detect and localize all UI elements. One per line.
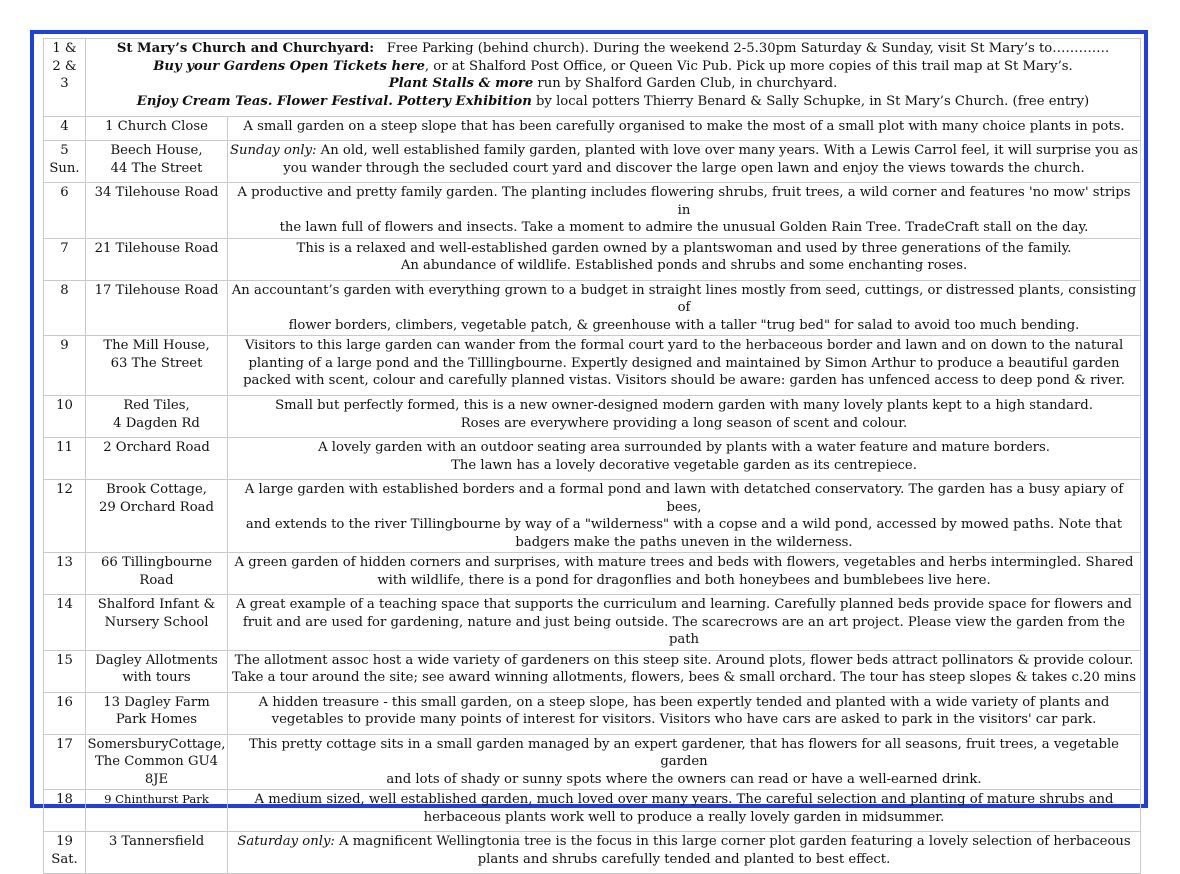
garden-name-line: 66 Tillingbourne [100, 555, 213, 570]
garden-name-line: The Mill House, [103, 338, 210, 353]
garden-number: 4 [60, 119, 69, 134]
garden-name-cell [86, 790, 228, 832]
garden-number-cell [44, 790, 86, 832]
garden-row [44, 692, 1141, 734]
church-info: Free Parking (behind church). During the weekend 2-5.30pm Saturday & Sunday, visit St Mary’s to…………. [386, 41, 1110, 56]
garden-name-cell [86, 692, 228, 734]
description-line: Small but perfectly formed, this is a new owner-designed modern garden with many lovely plants kept to a high standard. [275, 398, 1093, 413]
description-line: An accountant’s garden with everything grown to a budget in straight lines mostly from seed, cuttings, or distressed plants, consisting of [231, 282, 1137, 315]
garden-name-line: 21 Tilehouse Road [94, 240, 219, 256]
description-line: and extends to the river Tillingbourne by way of a "wilderness" with a copse and a wild pond, accessed by mowed paths. Note that [245, 517, 1123, 532]
garden-name-line: Brook Cottage, [106, 482, 207, 497]
description-line: packed with scent, colour and carefully planned vistas. Visitors should be aware: garden has unfenced access to deep pond & river. [243, 373, 1125, 388]
garden-name-line: 17 Tilehouse Road [94, 282, 219, 298]
tickets-info: , or at Shalford Post Office, or Queen Vic Pub. Pick up more copies of this trail map at St Mary’s. [424, 58, 1073, 74]
garden-row [44, 832, 1141, 874]
garden-description-cell [228, 141, 1141, 183]
garden-description-cell [228, 553, 1141, 595]
description-line: A green garden of hidden corners and surprises, with mature trees and beds with flowers, vegetables and herbs intermingled. Shared [234, 555, 1134, 570]
garden-name-cell [86, 595, 228, 651]
garden-description-cell [228, 480, 1141, 553]
description-line: A medium sized, well established garden, much loved over many years. The careful selection and planting of mature shrubs and [254, 792, 1114, 807]
header-number-line: 1 & [52, 41, 77, 56]
garden-name-line: Shalford Infant & [97, 597, 216, 612]
description-text: A magnificent Wellingtonia tree is the focus in this large corner plot garden featuring a lovely selection of herbaceous [334, 834, 1131, 849]
garden-row [44, 117, 1141, 141]
garden-row [44, 595, 1141, 651]
availability-note: Sunday only: [229, 143, 317, 158]
garden-row [44, 183, 1141, 239]
garden-address-line: Road [139, 572, 174, 588]
garden-number: 5 [60, 143, 69, 158]
events-info: by local potters Thierry Benard & Sally Schupke, in St Mary’s Church. (free entry) [531, 93, 1090, 109]
garden-description-cell [228, 438, 1141, 480]
description-line: Take a tour around the site; see award winning allotments, flowers, bees & small orchard. The tour has steep slopes & takes c.20 mins [231, 670, 1137, 685]
garden-name-line: Red Tiles, [123, 398, 190, 413]
garden-name-cell [86, 117, 228, 141]
garden-name-cell [86, 396, 228, 438]
garden-number: 18 [56, 792, 73, 807]
garden-name-cell [86, 650, 228, 692]
description-line: A hidden treasure - this small garden, on a steep slope, has been expertly tended and planted with a wide variety of plants and [258, 694, 1110, 710]
garden-row [44, 553, 1141, 595]
garden-number-cell [44, 595, 86, 651]
garden-number-cell [44, 480, 86, 553]
garden-number-cell [44, 553, 86, 595]
garden-trail-table [43, 38, 1141, 874]
description-line: Roses are everywhere providing a long season of scent and colour. [460, 415, 908, 431]
garden-number: 13 [56, 555, 73, 570]
garden-number-cell [44, 438, 86, 480]
description-line: This pretty cottage sits in a small garden managed by an expert gardener, that has flowers for all seasons, fruit trees, a vegetable garden [249, 736, 1119, 769]
garden-number-cell [44, 734, 86, 790]
garden-number-cell [44, 238, 86, 280]
garden-name-line: 9 Chinthurst Park [104, 792, 209, 806]
garden-number: 9 [60, 338, 69, 353]
header-number-line: 2 & [52, 58, 77, 74]
garden-description-cell [228, 734, 1141, 790]
header-line-1 [87, 40, 1139, 58]
garden-row [44, 438, 1141, 480]
garden-description-cell [228, 117, 1141, 141]
plant-stalls-highlight: Plant Stalls & more [388, 76, 534, 91]
garden-number: 19 [56, 834, 73, 849]
garden-number-cell [44, 117, 86, 141]
garden-number-cell [44, 832, 86, 874]
garden-number: 6 [60, 185, 69, 200]
garden-number: 11 [56, 440, 73, 455]
availability-note: Saturday only: [237, 834, 335, 849]
garden-number-cell [44, 183, 86, 239]
garden-description-cell [228, 280, 1141, 336]
description-line: you wander through the secluded court yard and discover the large open lawn and enjoy the views towards the church. [283, 160, 1085, 176]
garden-name-cell [86, 832, 228, 874]
description-line: and lots of shady or sunny spots where the owners can read or have a well-earned drink. [386, 771, 982, 787]
header-description-cell [86, 39, 1141, 117]
description-line: A great example of a teaching space that supports the curriculum and learning. Carefully planned beds provide space for flowers and [236, 597, 1132, 612]
garden-description-cell [228, 336, 1141, 396]
description-line: plants and shrubs carefully tended and planted to best effect. [477, 851, 891, 867]
garden-address-line: Nursery School [104, 614, 209, 630]
garden-number-cell [44, 336, 86, 396]
garden-row [44, 280, 1141, 336]
garden-description-cell [228, 238, 1141, 280]
garden-name-line: 34 Tilehouse Road [94, 185, 219, 200]
header-line-3 [87, 75, 1139, 93]
description-line: fruit and are used for gardening, nature and just being outside. The scarecrows are an art project. Please view the garden from the path [242, 614, 1126, 647]
description-line: The allotment assoc host a wide variety of gardeners on this steep site. Around plots, flower beds attract pollinators & provide colour. [234, 652, 1134, 668]
description-line: This is a relaxed and well-established garden owned by a plantswoman and used by three generations of the family. [296, 240, 1072, 256]
garden-description-cell [228, 595, 1141, 651]
garden-number-cell [44, 692, 86, 734]
garden-row [44, 336, 1141, 396]
garden-name-line: 1 Church Close [105, 119, 208, 134]
plant-stalls-info: run by Shalford Garden Club, in churchyard. [533, 76, 838, 91]
description-line: with wildlife, there is a pond for dragonflies and both honeybees and bumblebees live here. [377, 572, 991, 588]
garden-name-cell [86, 141, 228, 183]
garden-name-line: 2 Orchard Road [103, 440, 210, 455]
garden-name-line: 3 Tannersfield [108, 834, 205, 849]
garden-name-line: SomersburyCottage, [87, 736, 226, 752]
garden-row [44, 790, 1141, 832]
garden-name-cell [86, 336, 228, 396]
garden-address-line: 29 Orchard Road [99, 499, 214, 515]
garden-number: 7 [60, 240, 69, 256]
garden-day: Sat. [51, 851, 78, 867]
description-line: vegetables to provide many points of interest for visitors. Visitors who have cars are asked to park in the visitors' car park. [271, 712, 1097, 727]
garden-name-cell [86, 480, 228, 553]
garden-address-line: The Common GU4 8JE [95, 754, 218, 787]
header-line-2 [87, 58, 1139, 76]
garden-address-line: with tours [122, 670, 191, 685]
garden-name-cell [86, 280, 228, 336]
garden-name-cell [86, 238, 228, 280]
garden-number: 12 [56, 482, 73, 497]
description-line: Visitors to this large garden can wander from the formal court yard to the herbaceous border and lawn and on down to the natural [244, 338, 1124, 353]
garden-name-cell [86, 183, 228, 239]
description-line: herbaceous plants work well to produce a really lovely garden in midsummer. [423, 809, 945, 825]
garden-row [44, 734, 1141, 790]
garden-name-cell [86, 553, 228, 595]
garden-row [44, 396, 1141, 438]
description-line: flower borders, climbers, vegetable patch, & greenhouse with a taller "trug bed" for salad to avoid too much bending. [288, 317, 1080, 333]
description-line: A productive and pretty family garden. The planting includes flowering shrubs, fruit trees, a wild corner and features 'no mow' strips in [237, 185, 1131, 218]
header-row [44, 39, 1141, 117]
description-line: The lawn has a lovely decorative vegetable garden as its centrepiece. [451, 457, 917, 473]
garden-name-line: 13 Dagley Farm [103, 694, 210, 710]
garden-row [44, 480, 1141, 553]
garden-description-cell [228, 692, 1141, 734]
garden-number: 16 [56, 694, 73, 710]
garden-row [44, 650, 1141, 692]
garden-row [44, 141, 1141, 183]
garden-number: 15 [56, 652, 73, 668]
description-line: A large garden with established borders and a formal pond and lawn with detatched conservatory. The garden has a busy apiary of bees, [244, 482, 1124, 515]
description-line: the lawn full of flowers and insects. Take a moment to admire the unusual Golden Rain Tree. TradeCraft stall on the day. [279, 220, 1089, 235]
description-line: A lovely garden with an outdoor seating area surrounded by plants with a water feature and mature borders. [318, 440, 1050, 455]
garden-description-cell [228, 396, 1141, 438]
description-line: An abundance of wildlife. Established ponds and shrubs and some enchanting roses. [400, 258, 968, 273]
garden-address-line: 63 The Street [110, 355, 203, 371]
header-number-line: 3 [60, 76, 69, 91]
garden-description-cell [228, 790, 1141, 832]
description-text: An old, well established family garden, planted with love over many years. With a Lewis Carrol feel, it will surprise you as [316, 143, 1139, 158]
events-highlight: Enjoy Cream Teas. Flower Festival. Pottery Exhibition [136, 93, 532, 109]
garden-number: 8 [60, 282, 69, 298]
header-number-cell [44, 39, 86, 117]
garden-name-line: Dagley Allotments [95, 652, 218, 668]
description-line: planting of a large pond and the Tilllingbourne. Expertly designed and maintained by Simon Arthur to produce a beautiful garden [248, 355, 1120, 371]
garden-name-line: Beech House, [110, 143, 203, 158]
garden-name-cell [86, 438, 228, 480]
garden-day: Sun. [49, 160, 80, 176]
garden-description-cell [228, 650, 1141, 692]
garden-number-cell [44, 650, 86, 692]
description-line: badgers make the paths uneven in the wilderness. [515, 534, 853, 550]
church-title: St Mary’s Church and Churchyard: [116, 41, 375, 56]
garden-address-line: 44 The Street [110, 160, 203, 176]
garden-number: 17 [56, 736, 73, 752]
description-line [229, 142, 1139, 160]
garden-address-line: Park Homes [115, 712, 198, 727]
garden-number-cell [44, 141, 86, 183]
description-line: A small garden on a steep slope that has been carefully organised to make the most of a small plot with many choice plants in pots. [243, 119, 1125, 134]
garden-name-cell [86, 734, 228, 790]
garden-number: 14 [56, 597, 73, 612]
garden-number-cell [44, 396, 86, 438]
garden-row [44, 238, 1141, 280]
garden-number-cell [44, 280, 86, 336]
description-line [229, 833, 1139, 851]
tickets-highlight: Buy your Gardens Open Tickets here [153, 58, 425, 74]
header-line-4 [87, 93, 1139, 111]
garden-description-cell [228, 832, 1141, 874]
garden-description-cell [228, 183, 1141, 239]
garden-address-line: 4 Dagden Rd [113, 415, 200, 431]
garden-number: 10 [56, 398, 73, 413]
